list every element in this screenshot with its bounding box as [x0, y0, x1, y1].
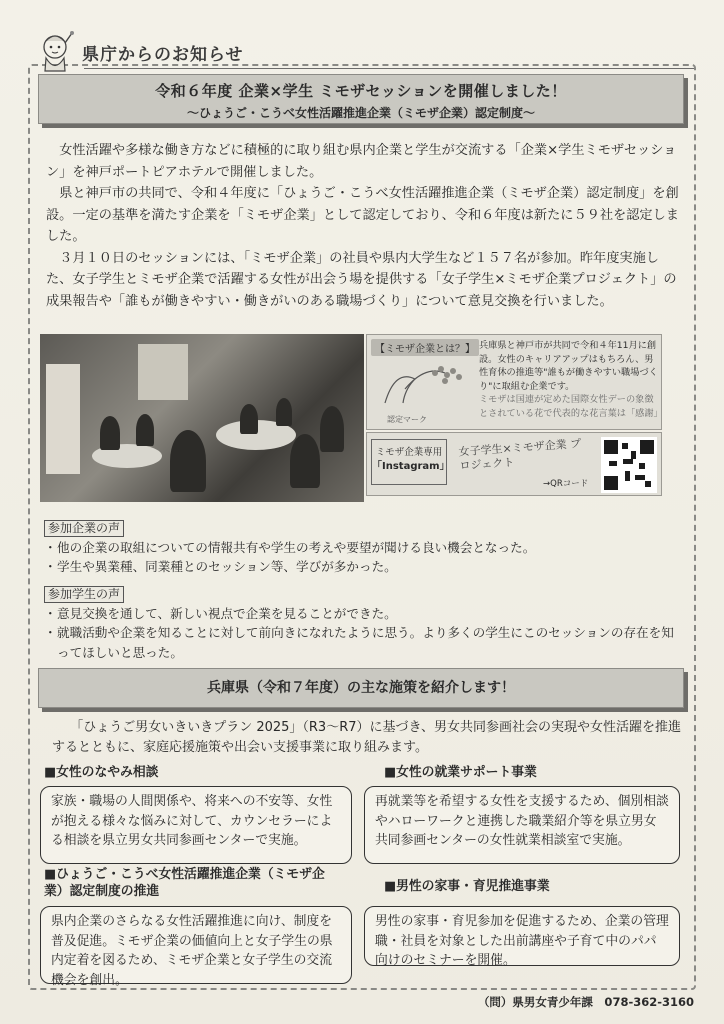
- policy-title: ■男性の家事・育児推進事業: [384, 879, 550, 894]
- list-item: ・ 他の企業の取組についての情報共有や学生の考えや要望が聞ける良い機会となった。: [44, 538, 684, 558]
- policy-box: 県内企業のさらなる女性活躍推進に向け、制度を普及促進。ミモザ企業の価値向上と女子学生の県内定着を図るため、ミモザ企業と女子学生の交流機会を創出。: [40, 906, 352, 984]
- list-item: ・ 学生や異業種、同業種とのセッション等、学びが多かった。: [44, 557, 684, 577]
- qr-arrow-label: →QRコード: [543, 479, 589, 489]
- instagram-card: [366, 432, 662, 496]
- section-header-title: 県庁からのお知らせ: [82, 44, 244, 65]
- policy-box: 再就業等を希望する女性を支援するため、個別相談やハローワークと連携した職業紹介等を県立男女共同参画センターの女性就業相談室で実施。: [364, 786, 680, 864]
- mimosa-description-note: ミモザは国連が定めた国際女性デーの象徴とされている花で代表的な花言葉は「感謝」: [479, 394, 663, 419]
- paragraph: 女性活躍や多様な働き方などに積極的に取り組む県内企業と学生が交流する「企業×学生ミモザセッション」を神戸ポートピアホテルで開催しました。: [46, 143, 677, 180]
- article-title: 令和６年度 企業×学生 ミモザセッションを開催しました！: [155, 82, 567, 100]
- instagram-label-box: [371, 439, 450, 485]
- person-silhouette: [100, 416, 120, 450]
- header-rule: [84, 68, 694, 69]
- mark-label: 認定マーク: [387, 415, 427, 424]
- person-silhouette: [136, 414, 154, 446]
- mimosa-mark-icon: [375, 359, 471, 409]
- contact-footer: （問）県男女青少年課 078-362-3160: [477, 995, 694, 1009]
- article-title-box: [38, 74, 684, 124]
- instagram-line2: 「Instagram」: [372, 461, 450, 472]
- paragraph: ３月１０日のセッションには、「ミモザ企業」の社員や県内大学生など１５７名が参加。昨年度実施した、女子学生とミモザ企業で活躍する女性が出会う場を提供する「女子学生×ミモザ企業プロジェクト」の成果報告や「誰もが働きやすい・働きがいのある職場づくり」について意見交換を行いました。: [46, 250, 677, 309]
- project-label: 女子学生×ミモザ企業 プロジェクト: [458, 437, 582, 473]
- policy-title: ■女性の就業サポート事業: [384, 765, 537, 780]
- mimosa-tag: 【ミモザ企業とは？】: [371, 339, 479, 356]
- policy-box: 家族・職場の人間関係や、将来への不安等、女性が抱える様々な悩みに対して、カウンセラーによる相談を県立男女共同参画センターで実施。: [40, 786, 352, 864]
- list-item: ・ 就職活動や企業を知ることに対して前向きになれたように思う。より多くの学生にこのセッションの存在を知ってほしいと思った。: [44, 623, 684, 662]
- screen: [138, 344, 188, 400]
- policy-title: ■女性のなやみ相談: [44, 765, 159, 780]
- company-voice-label: 参加企業の声: [44, 520, 124, 537]
- instagram-line1: ミモザ企業専用: [375, 447, 443, 458]
- roll-up-banner: [46, 364, 80, 474]
- list-item: ・ 意見交換を通して、新しい視点で企業を見ることができた。: [44, 604, 684, 624]
- person-silhouette: [320, 406, 344, 452]
- article-subtitle: ～ひょうご・こうべ女性活躍推進企業（ミモザ企業）認定制度～: [186, 106, 535, 120]
- student-voice: [44, 584, 684, 662]
- paragraph: 県と神戸市の共同で、令和４年度に「ひょうご・こうべ女性活躍推進企業（ミモザ企業）認定制度」を創設。一定の基準を満たす企業を「ミモザ企業」として認定しており、令和６年度は新たに５９社を認定しました。: [46, 186, 679, 244]
- policy-intro-text: 「ひょうご男女いきいきプラン 2025」（R3～R7）に基づき、男女共同参画社会の実現や女性活躍を推進するとともに、家庭応援施策や出会い支援事業に取り組みます。: [52, 720, 681, 755]
- mascot-icon: [34, 29, 76, 75]
- company-voice: [44, 518, 684, 577]
- article-body: [46, 140, 682, 312]
- person-silhouette: [290, 434, 320, 488]
- policy-title: ■ひょうご・こうべ女性活躍推進企業（ミモザ企業）認定制度の推進: [44, 867, 325, 899]
- person-silhouette: [276, 398, 292, 426]
- policy-section-title: 兵庫県（令和７年度）の主な施策を紹介します！: [38, 668, 684, 708]
- student-voice-label: 参加学生の声: [44, 586, 124, 603]
- person-silhouette: [170, 430, 206, 492]
- session-photo: [40, 334, 364, 502]
- mimosa-description-main: 兵庫県と神戸市が共同で令和４年11月に創設。女性のキャリアアップはもちろん、男性育休の推進等"誰もが働きやすい職場づくり"に取組む企業です。: [479, 340, 658, 392]
- qr-code-icon[interactable]: [601, 437, 657, 493]
- mimosa-info-card: [366, 334, 662, 430]
- policy-intro: [52, 718, 682, 758]
- mimosa-description: [479, 339, 663, 421]
- policy-box: 男性の家事・育児参加を促進するため、企業の管理職・社員を対象とした出前講座や子育て中のパパ向けのセミナーを開催。: [364, 906, 680, 966]
- person-silhouette: [240, 404, 258, 434]
